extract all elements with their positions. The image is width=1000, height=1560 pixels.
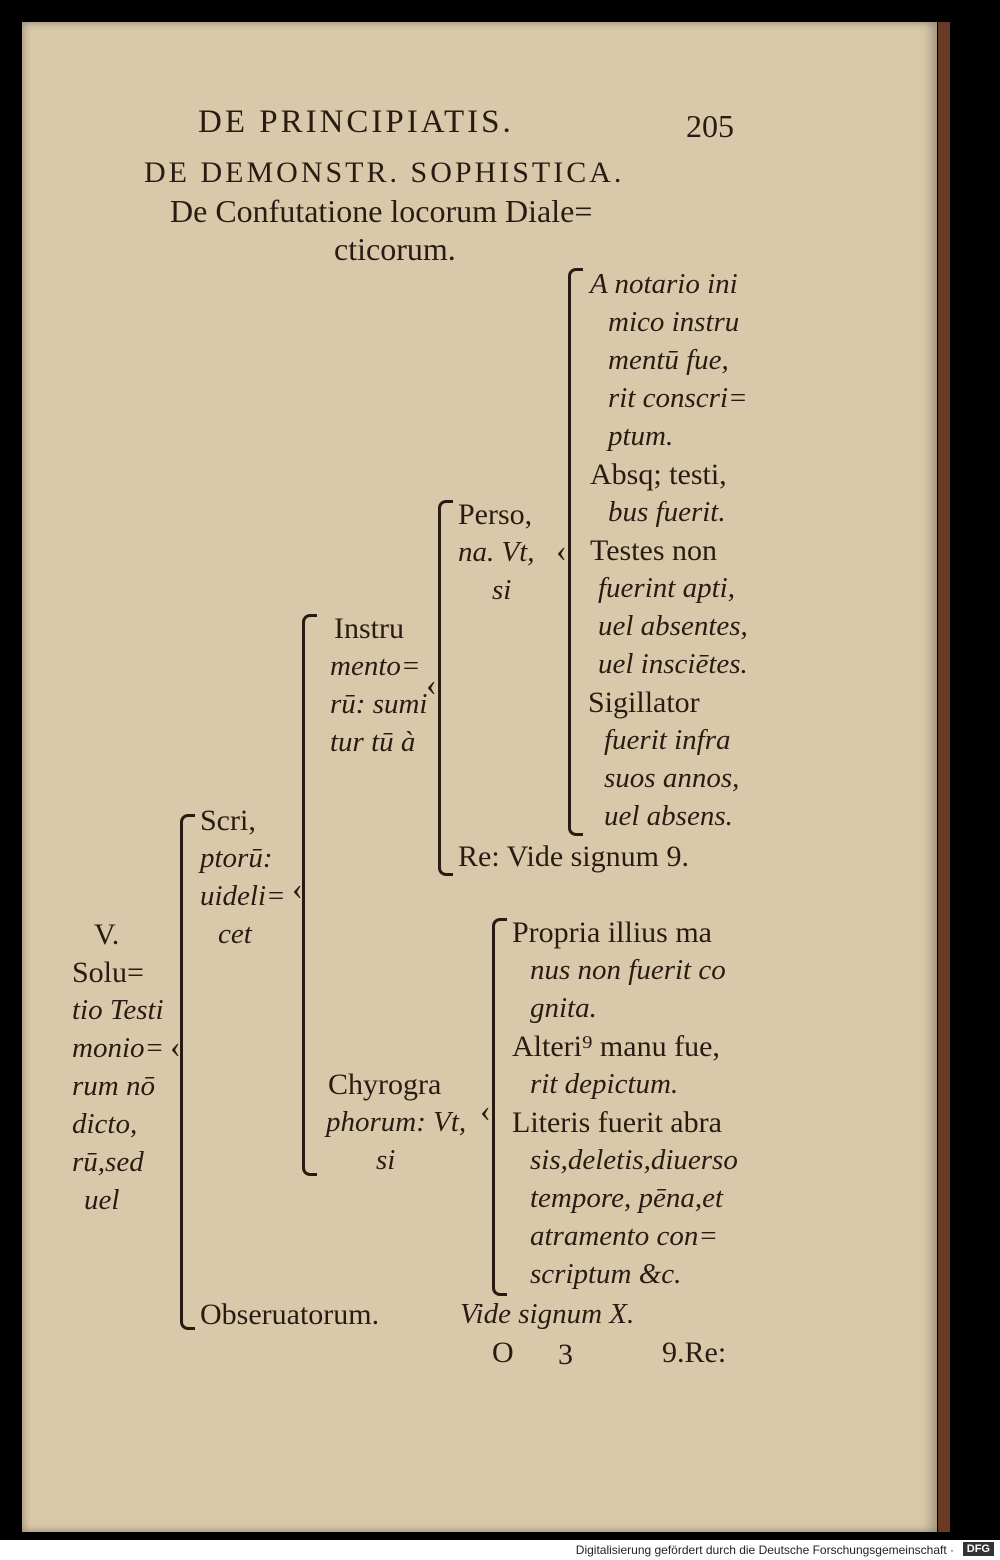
signature-mark: O: [492, 1336, 514, 1369]
chyrographorum-line: si: [376, 1144, 396, 1176]
persona-item-line: mentū fue,: [608, 344, 729, 376]
observatorum-reference: Vide signum X.: [460, 1298, 635, 1330]
root-brace-point: ‹: [170, 1028, 181, 1064]
instrumentorum-line: tur tū à: [330, 726, 416, 758]
persona-item-line: uel absentes,: [598, 610, 748, 642]
instrumentorum-brace-point: ‹: [426, 666, 437, 702]
persona-item-line: uel absens.: [604, 800, 733, 832]
scriptorum-line: Scri,: [200, 804, 256, 837]
chyro-item-line: Literis fuerit abra: [512, 1106, 722, 1139]
persona-item-line: Testes non: [590, 534, 718, 567]
instrumentorum-brace: [438, 500, 453, 876]
scriptorum-line: uideli=: [200, 880, 286, 912]
chyrographorum-line: Chyrogra: [328, 1068, 442, 1101]
persona-item-line: bus fuerit.: [608, 496, 726, 528]
root-line: rum nō: [72, 1070, 155, 1102]
chyro-item-line: scriptum &c.: [530, 1258, 682, 1290]
persona-item-line: mico instru: [608, 306, 740, 338]
persona-item-line: ptum.: [608, 420, 674, 452]
root-line: tio Testi: [72, 994, 164, 1026]
persona-line: Perso,: [458, 498, 533, 531]
persona-item-line: Sigillator: [588, 686, 700, 719]
section-title: DE DEMONSTR. SOPHISTICA.: [144, 156, 625, 189]
subtitle-line-1: De Confutatione locorum Diale=: [170, 193, 593, 229]
root-line: dicto,: [72, 1108, 138, 1140]
chyro-item-line: sis,deletis,diuerso: [530, 1144, 738, 1176]
root-line: monio=: [72, 1032, 165, 1064]
persona-brace-point: ‹: [556, 532, 567, 568]
instrumentorum-line: mento=: [330, 650, 421, 682]
page-number: 205: [686, 108, 734, 144]
chyro-item-line: Alteri⁹ manu fue,: [512, 1030, 720, 1063]
footer-credit: Digitalisierung gefördert durch die Deutsche Forschungsgemeinschaft ·: [575, 1543, 954, 1557]
root-line: V.: [94, 918, 120, 951]
persona-brace: [568, 268, 583, 836]
persona-item-line: uel insciētes.: [598, 648, 748, 680]
chyrographorum-line: phorum: Vt,: [326, 1106, 467, 1138]
book-spine: [938, 22, 950, 1532]
scriptorum-brace: [302, 614, 317, 1176]
root-line: uel: [84, 1184, 120, 1216]
re-line: Re: Vide signum 9.: [458, 840, 689, 873]
persona-item-line: suos annos,: [604, 762, 740, 794]
dfg-logo: DFG: [963, 1542, 994, 1556]
root-brace: [180, 814, 195, 1330]
persona-line: si: [492, 574, 512, 606]
catchword: 9.Re:: [662, 1336, 727, 1369]
instrumentorum-line: rū: sumi: [330, 688, 428, 720]
scriptorum-line: cet: [218, 918, 252, 950]
persona-item-line: fuerit infra: [604, 724, 731, 756]
scriptorum-brace-point: ‹: [292, 870, 303, 906]
persona-item-line: A notario ini: [590, 268, 738, 300]
persona-item-line: Absq; testi,: [590, 458, 727, 491]
instrumentorum-line: Instru: [334, 612, 404, 645]
running-title: DE PRINCIPIATIS.: [198, 104, 514, 140]
persona-item-line: fuerint apti,: [598, 572, 735, 604]
chyrographorum-brace: [492, 918, 507, 1296]
persona-item-line: rit conscri=: [608, 382, 748, 414]
digitization-footer: [0, 1540, 1000, 1560]
chyro-item-line: rit depictum.: [530, 1068, 679, 1100]
chyrographorum-brace-point: ‹: [480, 1092, 491, 1128]
chyro-item-line: tempore, pēna,et: [530, 1182, 724, 1214]
chyro-item-line: Propria illius ma: [512, 916, 712, 949]
root-line: rū,sed: [72, 1146, 144, 1178]
scriptorum-line: ptorū:: [200, 842, 273, 874]
chyro-item-line: gnita.: [530, 992, 597, 1024]
chyro-item-line: atramento con=: [530, 1220, 718, 1252]
signature-number: 3: [558, 1338, 573, 1371]
observatorum-label: Obseruatorum.: [200, 1298, 380, 1331]
persona-line: na. Vt,: [458, 536, 535, 568]
subtitle-line-2: cticorum.: [334, 231, 456, 267]
root-line: Solu=: [72, 956, 144, 989]
chyro-item-line: nus non fuerit co: [530, 954, 726, 986]
